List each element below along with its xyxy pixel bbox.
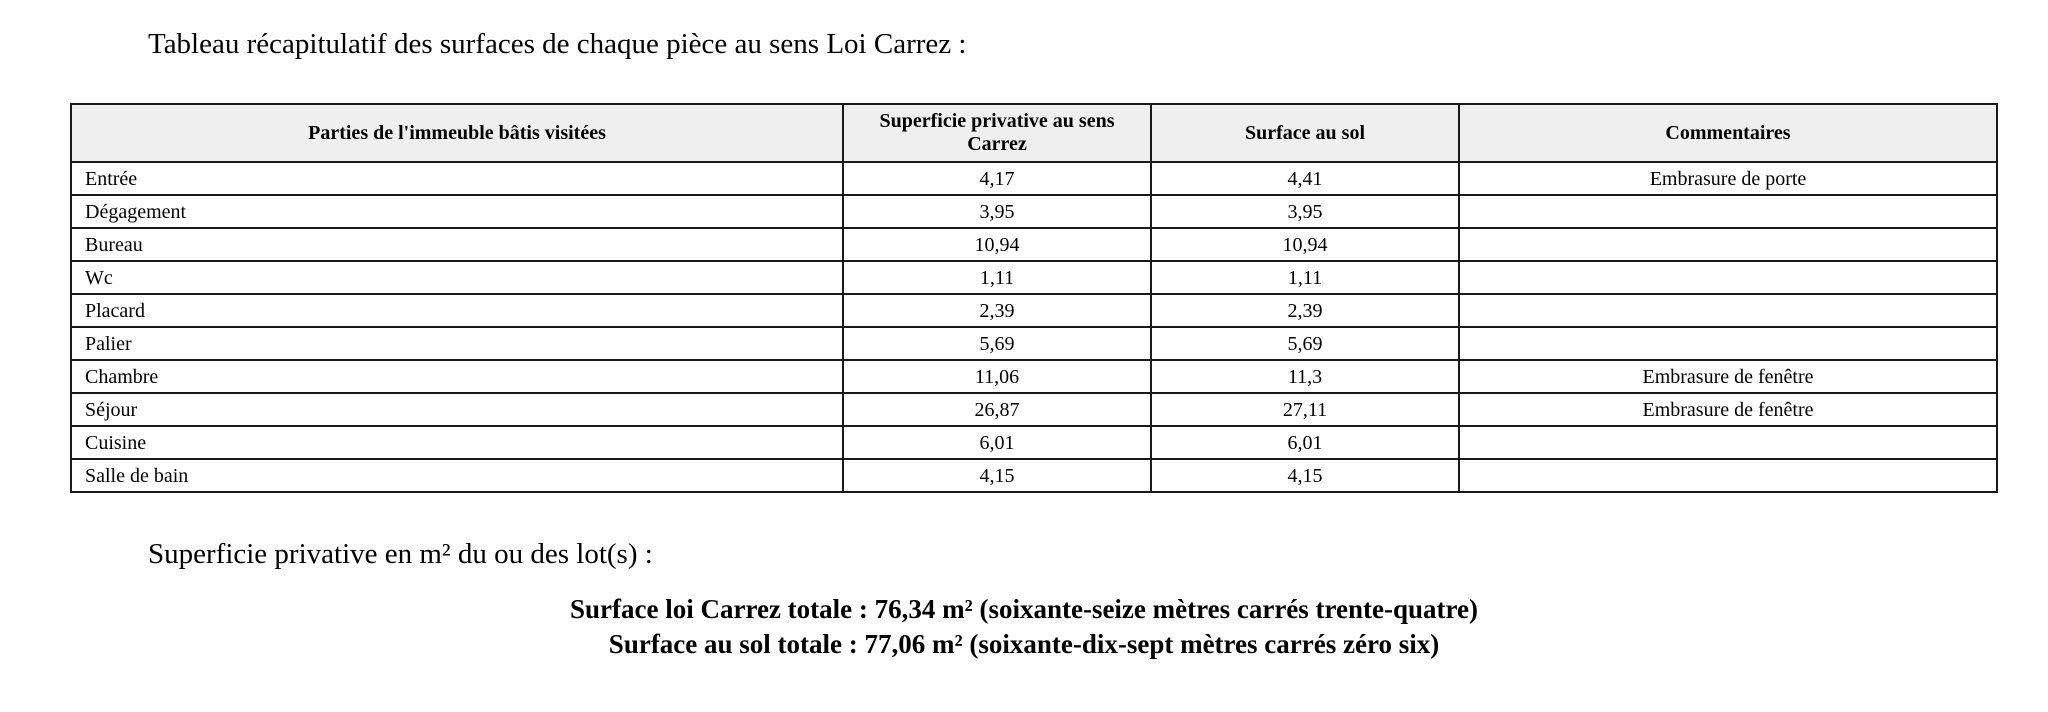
cell-sol: 27,11 bbox=[1151, 393, 1459, 426]
cell-comment: Embrasure de porte bbox=[1459, 162, 1997, 195]
cell-sol: 5,69 bbox=[1151, 327, 1459, 360]
cell-carrez: 10,94 bbox=[843, 228, 1151, 261]
cell-comment bbox=[1459, 294, 1997, 327]
table-intro-text: Tableau récapitulatif des surfaces de chaque pièce au sens Loi Carrez : bbox=[148, 28, 967, 60]
table-row bbox=[71, 426, 1997, 459]
cell-carrez: 3,95 bbox=[843, 195, 1151, 228]
cell-comment bbox=[1459, 327, 1997, 360]
cell-room: Dégagement bbox=[71, 195, 843, 228]
header-comment: Commentaires bbox=[1459, 104, 1997, 162]
cell-sol: 4,15 bbox=[1151, 459, 1459, 492]
cell-room: Placard bbox=[71, 294, 843, 327]
cell-room: Salle de bain bbox=[71, 459, 843, 492]
cell-comment bbox=[1459, 459, 1997, 492]
cell-room: Palier bbox=[71, 327, 843, 360]
table-row bbox=[71, 459, 1997, 492]
table-row bbox=[71, 261, 1997, 294]
cell-sol: 6,01 bbox=[1151, 426, 1459, 459]
table-row bbox=[71, 393, 1997, 426]
total-sol: Surface au sol totale : 77,06 m² (soixante-dix-sept mètres carrés zéro six) bbox=[608, 629, 1440, 659]
cell-room: Wc bbox=[71, 261, 843, 294]
cell-comment: Embrasure de fenêtre bbox=[1459, 360, 1997, 393]
total-carrez: Surface loi Carrez totale : 76,34 m² (soixante-seize mètres carrés trente-quatre) bbox=[569, 594, 1478, 624]
table-row bbox=[71, 162, 1997, 195]
cell-room: Cuisine bbox=[71, 426, 843, 459]
cell-room: Séjour bbox=[71, 393, 843, 426]
cell-carrez: 5,69 bbox=[843, 327, 1151, 360]
cell-carrez: 2,39 bbox=[843, 294, 1151, 327]
cell-sol: 11,3 bbox=[1151, 360, 1459, 393]
header-carrez: Superficie privative au sens Carrez bbox=[843, 104, 1151, 162]
table-row bbox=[71, 360, 1997, 393]
surfaces-table bbox=[70, 103, 1998, 493]
cell-sol: 2,39 bbox=[1151, 294, 1459, 327]
cell-comment bbox=[1459, 228, 1997, 261]
table-row bbox=[71, 228, 1997, 261]
header-sol: Surface au sol bbox=[1151, 104, 1459, 162]
cell-carrez: 26,87 bbox=[843, 393, 1151, 426]
cell-carrez: 4,17 bbox=[843, 162, 1151, 195]
cell-comment bbox=[1459, 195, 1997, 228]
cell-sol: 4,41 bbox=[1151, 162, 1459, 195]
cell-comment bbox=[1459, 261, 1997, 294]
table-row bbox=[71, 195, 1997, 228]
table-row bbox=[71, 294, 1997, 327]
cell-sol: 3,95 bbox=[1151, 195, 1459, 228]
cell-sol: 10,94 bbox=[1151, 228, 1459, 261]
cell-room: Bureau bbox=[71, 228, 843, 261]
cell-room: Chambre bbox=[71, 360, 843, 393]
cell-comment bbox=[1459, 426, 1997, 459]
cell-carrez: 6,01 bbox=[843, 426, 1151, 459]
lot-surface-label: Superficie privative en m² du ou des lot(s) : bbox=[148, 538, 653, 570]
table-row bbox=[71, 327, 1997, 360]
cell-sol: 1,11 bbox=[1151, 261, 1459, 294]
table-header-row bbox=[71, 104, 1997, 162]
totals-block bbox=[0, 592, 2048, 662]
cell-carrez: 11,06 bbox=[843, 360, 1151, 393]
cell-carrez: 1,11 bbox=[843, 261, 1151, 294]
cell-comment: Embrasure de fenêtre bbox=[1459, 393, 1997, 426]
cell-room: Entrée bbox=[71, 162, 843, 195]
header-room: Parties de l'immeuble bâtis visitées bbox=[71, 104, 843, 162]
cell-carrez: 4,15 bbox=[843, 459, 1151, 492]
